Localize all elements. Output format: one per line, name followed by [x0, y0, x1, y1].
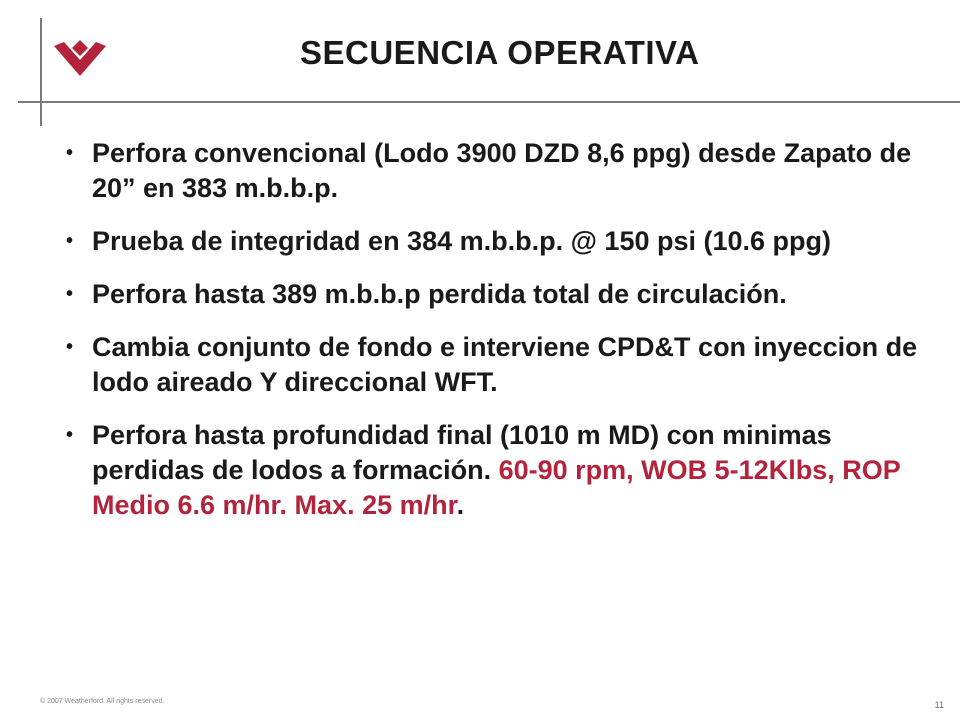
bullet-item: [60, 330, 940, 400]
slide-title: SECUENCIA OPERATIVA: [300, 34, 700, 71]
bullet-list: [60, 136, 940, 541]
bullet-text: Cambia conjunto de fondo e interviene CPD&T con inyeccion de lodo aireado Y direccional WFT.: [92, 332, 918, 397]
bullet-marker: •: [66, 336, 74, 358]
bullet-text: Perfora hasta 389 m.b.b.p perdida total de circulación.: [92, 279, 787, 309]
page-number: 11: [934, 700, 944, 710]
bullet-item: [60, 277, 940, 312]
bullet-highlight-text: 60-90 rpm, WOB 5-12Klbs, ROP Medio 6.6 m/hr. Max. 25 m/hr: [92, 455, 901, 520]
bullet-marker: •: [66, 424, 74, 446]
bullet-item: [60, 224, 940, 259]
bullet-text: Perfora hasta profundidad final (1010 m MD) con minimas perdidas de lodos a formación.: [92, 420, 832, 485]
weatherford-logo-icon: [54, 38, 106, 76]
horizontal-rule: [18, 101, 960, 103]
bullet-marker: •: [66, 230, 74, 252]
bullet-text: Prueba de integridad en 384 m.b.b.p. @ 150 psi (10.6 ppg): [92, 226, 832, 256]
bullet-text: Perfora convencional (Lodo 3900 DZD 8,6 ppg) desde Zapato de 20” en 383 m.b.b.p.: [92, 138, 912, 203]
bullet-item: [60, 418, 940, 523]
bullet-marker: •: [66, 142, 74, 164]
bullet-end-text: .: [456, 490, 465, 520]
bullet-marker: •: [66, 283, 74, 305]
copyright-notice: © 2007 Weatherford. All rights reserved.: [40, 698, 165, 705]
vertical-rule: [40, 18, 42, 126]
bullet-item: [60, 136, 940, 206]
